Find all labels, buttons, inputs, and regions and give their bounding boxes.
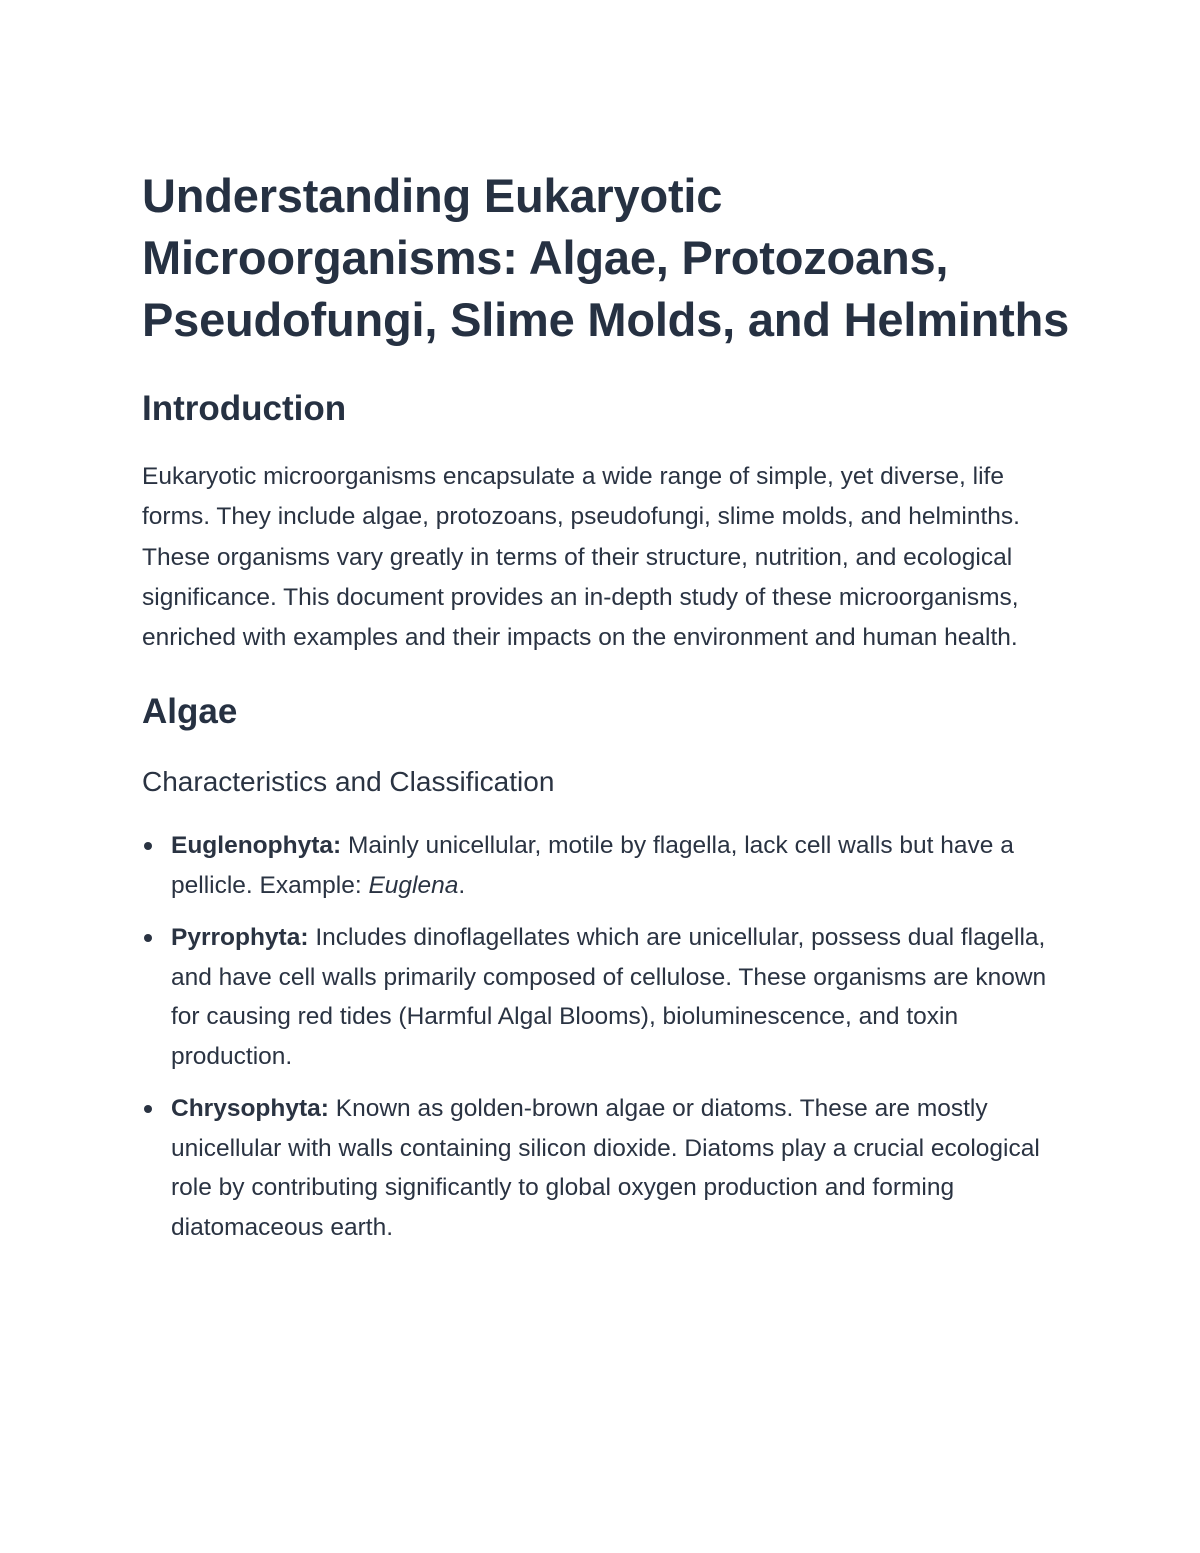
section-heading-introduction: Introduction (142, 389, 347, 428)
list-item-chrysophyta (142, 1089, 1072, 1247)
term-label: Euglenophyta: (171, 832, 342, 860)
list-item-pyrrophyta (142, 918, 1072, 1076)
document-page (142, 165, 1072, 1260)
item-description: Known as golden-brown algae or diatoms. These are mostly unicellular with walls containing silicon dioxide. Diatoms play a crucial ecological role by contributing significantly to global oxygen production and forming diatomaceous earth. (171, 1095, 1040, 1241)
bullet-icon (144, 1105, 152, 1113)
term-label: Pyrrophyta: (171, 924, 309, 952)
example-genus: Euglena (368, 871, 459, 899)
item-description: Mainly unicellular, motile by flagella, lack cell walls but have a pellicle. Example: (171, 832, 1014, 899)
item-suffix: . (458, 871, 466, 899)
bullet-icon (144, 934, 152, 942)
term-label: Chrysophyta: (171, 1095, 329, 1123)
bullet-icon (144, 842, 152, 850)
list-item-euglenophyta (142, 826, 1072, 905)
item-description: Includes dinoflagellates which are unicellular, possess dual flagella, and have cell walls primarily composed of cellulose. These organisms are known for causing red tides (Harmful Algal Blooms), bioluminescence, and toxin production. (171, 924, 1047, 1070)
section-heading-algae: Algae (142, 692, 238, 732)
algae-classification-list (142, 826, 1072, 1247)
subheading-characteristics-classification: Characteristics and Classification (142, 766, 555, 798)
introduction-paragraph: Eukaryotic microorganisms encapsulate a wide range of simple, yet diverse, life forms. They include algae, protozoans, pseudofungi, slime molds, and helminths. These organisms vary greatly in terms of their structure, nutrition, and ecological significance. This document provides an in-depth study of these microorganisms, enriched with examples and their impacts on the environment and human health. (142, 463, 1020, 652)
document-title: Understanding Eukaryotic Microorganisms: Algae, Protozoans, Pseudofungi, Slime Molds, and Helminths (142, 169, 1070, 346)
